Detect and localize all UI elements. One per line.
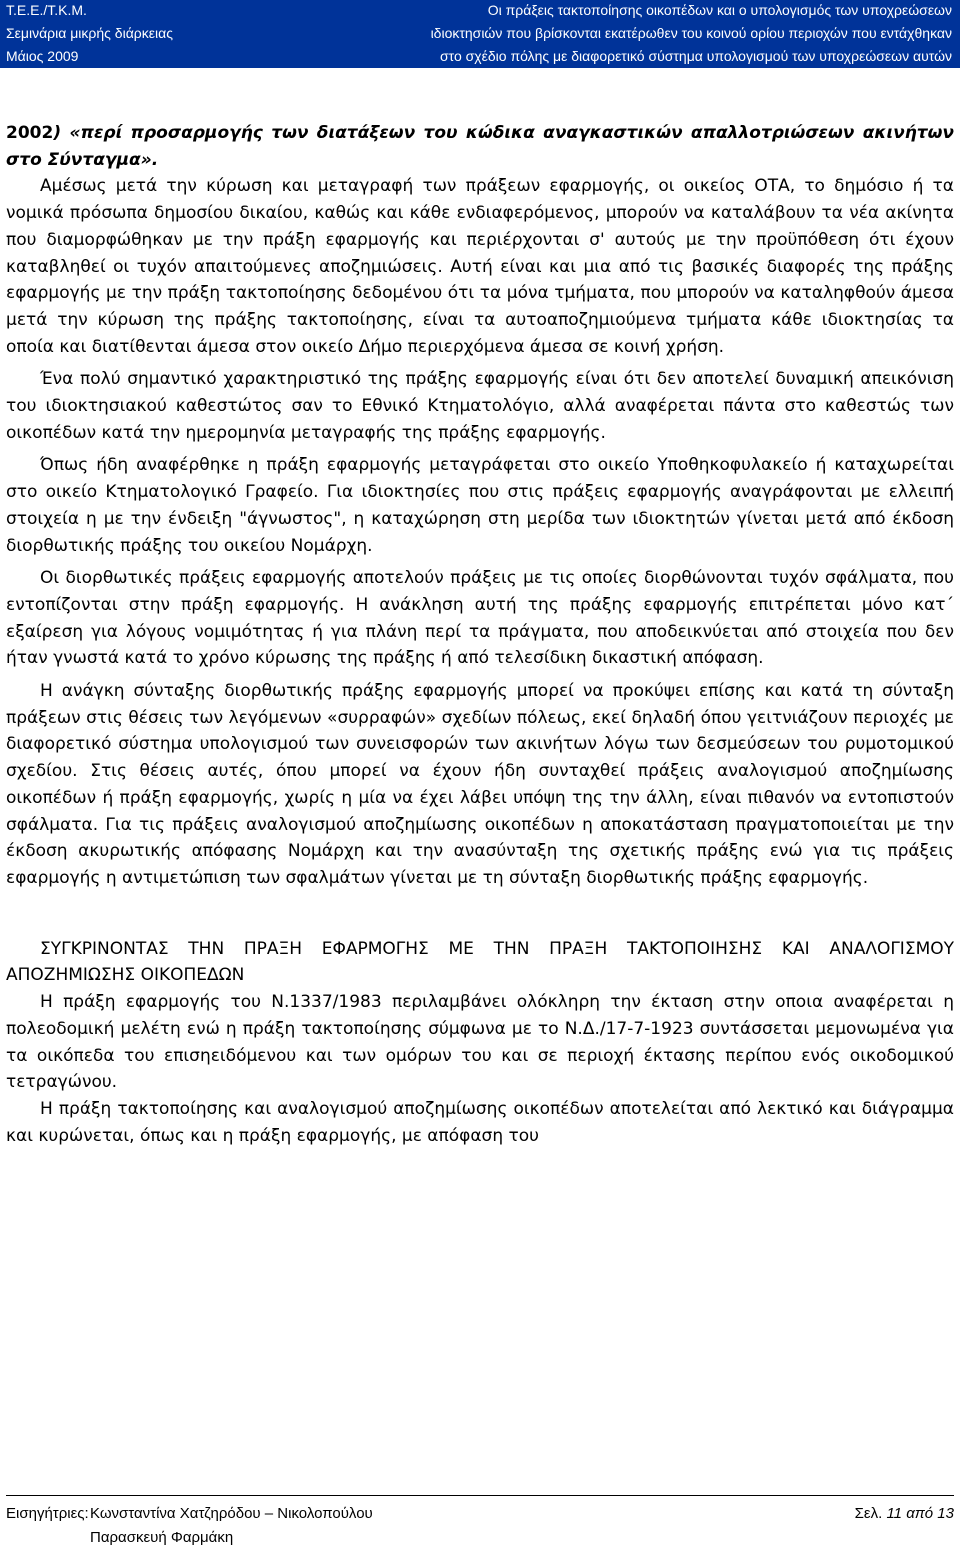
page-header <box>0 0 960 68</box>
header-title-line2: ιδιοκτησιών που βρίσκονται εκατέρωθεν του κοινού ορίου περιοχών που εντάχθηκαν <box>430 25 952 41</box>
header-date: Μάιος 2009 <box>6 48 79 64</box>
paragraph: Η ανάγκη σύνταξης διορθωτικής πράξης εφαρμογής μπορεί να προκύψει επίσης και κατά τη σύνταξη πράξεων στις θέσεις των λεγόμενων «συρραφών» σχεδίων πόλεως, εκεί δηλαδή όπου γειτνιάζουν περιοχές με διαφορετικό σύστημα υπολογισμού των συνεισφορών των ακινήτων λόγω των δεσμεύσεων του ρυμοτομικού σχεδίου. Στις θέσεις αυτές, όπου μπορεί να έχουν ήδη συνταχθεί πράξεις αναλογισμού αποζημίωσης οικοπέδων ή πράξη εφαρμογής, χωρίς η μία να έχει λάβει υπόψη της την άλλη, είναι πιθανόν να εντοπιστούν σφάλματα. Για τις πράξεις αναλογισμού αποζημίωσης οικοπέδων η αποκατάσταση πραγματοποιείται με την έκδοση ακυρωτικής απόφασης Νομάρχη και την ανασύνταξη της σχετικής πράξης ενώ για τις πράξεις εφαρμογής η αντιμετώπιση των σφαλμάτων γίνεται με τη σύνταξη διορθωτικής πράξης εφαρμογής. <box>6 681 954 888</box>
paragraph: Αμέσως μετά την κύρωση και μεταγραφή των πράξεων εφαρμογής, οι οικείος ΟΤΑ, το δημόσιο ή τα νομικά πρόσωπα δημοσίου δικαίου, καθώς και κάθε ενδιαφερόμενος, μπορούν να καταλάβουν τα νέα ακίνητα που διαμορφώθηκαν με την πράξη εφαρμογής και περιέρχονται σ' αυτούς με την προϋπόθεση ότι έχουν καταβληθεί οι τυχόν απαιτούμενες αποζημιώσεις. Αυτή είναι και μια από τις βασικές διαφορές της πράξης εφαρμογής με την πράξη τακτοποίησης δεδομένου ότι τα μόνα τμήματα, που μπορούν να καταληφθούν άμεσα μετά την κύρωση της πράξης τακτοποίησης, είναι τα αυτοαποζημιούμενα τμήματα κάθε ιδιοκτησίας τα οποία και διατίθενται άμεσα στον οικείο Δήμο περιερχόμενα άμεσα σε κοινή χρήση. <box>6 176 954 357</box>
page-prefix: Σελ. <box>854 1505 887 1522</box>
footer-divider <box>6 1495 954 1496</box>
year-text: 2002 <box>6 123 54 143</box>
paragraph: Η πράξη τακτοποίησης και αναλογισμού αποζημίωσης οικοπέδων αποτελείται από λεκτικό και διάγραμμα και κυρώνεται, όπως και η πράξη εφαρμογής, με απόφαση του <box>6 1098 954 1146</box>
footer-author-2: Παρασκευή Φαρμάκη <box>90 1529 234 1546</box>
header-org: Τ.Ε.Ε./Τ.Κ.Μ. <box>6 2 87 18</box>
paragraph: Ένα πολύ σημαντικό χαρακτηριστικό της πράξης εφαρμογής είναι ότι δεν αποτελεί δυναμική απεικόνιση του ιδιοκτησιακού καθεστώτος σαν το Εθνικό Κτηματολόγιο, αλλά αναφέρεται πάντα στο καθεστώς των οικοπέδων κατά την ημερομηνία μεταγραφής της πράξης εφαρμογής. <box>6 369 954 443</box>
footer-author-1: Κωνσταντίνα Χατζηρόδου – Νικολοπούλου <box>90 1505 373 1522</box>
header-title-line3: στο σχέδιο πόλης με διαφορετικό σύστημα υπολογισμού των υποχρεώσεων αυτών <box>439 48 952 64</box>
page-number: 11 από 13 <box>886 1505 954 1522</box>
page-indicator <box>855 1501 954 1526</box>
paragraph-continuation <box>6 120 954 173</box>
footer-role-label: Εισηγήτριες: <box>6 1505 89 1522</box>
law-title-text: ) «περί προσαρμογής των διατάξεων του κώδικα αναγκαστικών απαλλοτριώσεων ακινήτων στο Σύνταγμα». <box>6 123 954 170</box>
paragraph: Η πράξη εφαρμογής του Ν.1337/1983 περιλαμβάνει ολόκληρη την έκταση στην οποια αναφέρεται η πολεοδομική μελέτη ενώ η πράξη τακτοποίησης σύμφωνα με το Ν.Δ./17-7-1923 συντάσσεται μεμονωμένα για τα οικόπεδα του επισηειδόμενου και των ομόρων του και σε περιοχή έκτασης περίπου ενός οικοδομικού τετραγώνου. <box>6 992 954 1093</box>
paragraph: Όπως ήδη αναφέρθηκε η πράξη εφαρμογής μεταγράφεται στο οικείο Υποθηκοφυλακείο ή καταχωρείται στο οικείο Κτηματολογικό Γραφείο. Για ιδιοκτησίες που στις πράξεις εφαρμογής αναγράφονται με ελλειπή στοιχεία η με την ένδειξη "άγνωστος", η καταχώρηση στη μερίδα των ιδιοκτητών γίνεται μετά από έκδοση διορθωτικής πράξης του οικείου Νομάρχη. <box>6 455 954 556</box>
header-title-line1: Οι πράξεις τακτοποίησης οικοπέδων και ο υπολογισμός των υποχρεώσεων <box>487 2 952 18</box>
section-heading: ΣΥΓΚΡΙΝΟΝΤΑΣ ΤΗΝ ΠΡΑΞΗ ΕΦΑΡΜΟΓΗΣ ΜΕ ΤΗΝ ΠΡΑΞΗ ΤΑΚΤΟΠΟΙΗΣΗΣ ΚΑΙ ΑΝΑΛΟΓΙΣΜΟΥ ΑΠΟΖΗΜΙΩΣΗΣ ΟΙΚΟΠΕΔΩΝ <box>6 938 954 986</box>
header-seminar: Σεμινάρια μικρής διάρκειας <box>6 25 173 41</box>
paragraph: Οι διορθωτικές πράξεις εφαρμογής αποτελούν πράξεις με τις οποίες διορθώνονται τυχόν σφάλματα, που εντοπίζονται στην πράξη εφαρμογής. Η ανάκληση αυτή της πράξης εφαρμογής επιτρέπεται μόνο κατ΄ εξαίρεση για λόγους νομιμότητας ή για πλάνη περί τα πράγματα, που αποδεικνύεται από στοιχεία που δεν ήταν γνωστά κατά το χρόνο κύρωσης της πράξης ή από τελεσίδικη δικαστική απόφαση. <box>6 568 954 669</box>
document-body <box>6 120 954 1149</box>
